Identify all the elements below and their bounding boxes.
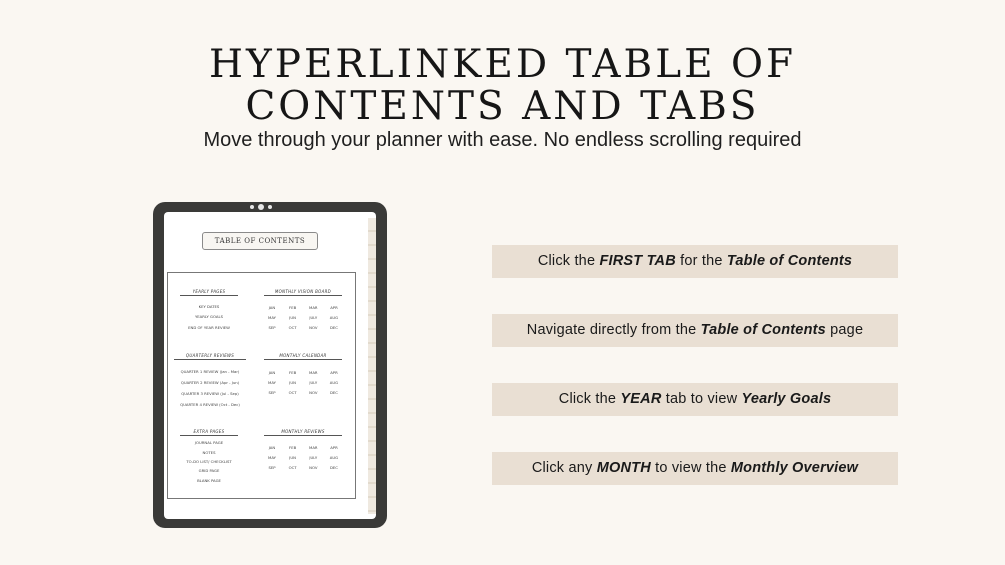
month-link[interactable]: APR xyxy=(330,305,338,310)
subtitle: Move through your planner with ease. No endless scrolling required xyxy=(203,129,802,151)
month-link[interactable]: OCT xyxy=(288,325,297,330)
callout-emphasis: FIRST TAB xyxy=(599,253,676,269)
month-link[interactable]: JUN xyxy=(289,315,297,320)
month-link[interactable]: SEP xyxy=(268,390,276,395)
month-link[interactable]: JAN xyxy=(268,305,276,310)
callout-year-tab xyxy=(492,383,898,416)
month-link[interactable]: MAR xyxy=(309,370,318,375)
page-title xyxy=(0,44,1005,128)
month-link[interactable]: JULY xyxy=(309,380,318,385)
month-link[interactable]: NOV xyxy=(309,465,318,470)
toc-link-quarter-2[interactable]: QUARTER 2 REVIEW (Apr - Jun) xyxy=(180,380,240,385)
month-link[interactable]: SEP xyxy=(268,325,276,330)
monthly-vision-board-heading[interactable]: MONTHLY VISION BOARD xyxy=(264,289,342,296)
month-link[interactable]: FEB xyxy=(289,445,297,450)
title-line-2: CONTENTS AND TABS xyxy=(245,84,760,129)
month-link[interactable]: MAY xyxy=(268,455,276,460)
calendar-month-grid xyxy=(262,370,344,400)
callout-text: for the xyxy=(675,253,727,269)
vision-month-grid xyxy=(262,305,344,335)
month-link[interactable]: DEC xyxy=(329,390,338,395)
monthly-reviews-heading[interactable]: MONTHLY REVIEWS xyxy=(264,429,342,436)
tablet-mockup xyxy=(153,202,387,528)
month-link[interactable]: DEC xyxy=(329,325,338,330)
toc-link-key-dates[interactable]: KEY DATES xyxy=(198,304,220,309)
toc-link-quarter-4[interactable]: QUARTER 4 REVIEW (Oct - Dec) xyxy=(180,402,240,407)
month-link[interactable]: JUN xyxy=(289,380,297,385)
extra-pages-heading[interactable]: EXTRA PAGES xyxy=(180,429,238,436)
month-link[interactable]: JAN xyxy=(268,445,276,450)
toc-link-journal-page[interactable]: JOURNAL PAGE xyxy=(194,440,224,445)
toc-link-end-of-year-review[interactable]: END OF YEAR REVIEW xyxy=(188,325,230,330)
callout-emphasis: Monthly Overview xyxy=(730,460,859,476)
monthly-calendar-heading[interactable]: MONTHLY CALENDAR xyxy=(264,353,342,360)
yearly-pages-heading[interactable]: YEARLY PAGES xyxy=(180,289,238,296)
month-link[interactable]: AUG xyxy=(329,380,339,385)
callout-month xyxy=(492,452,898,485)
toc-title: TABLE OF CONTENTS xyxy=(202,232,318,250)
camera-lens-icon xyxy=(258,204,264,210)
toc-link-quarter-1[interactable]: QUARTER 1 REVIEW (Jan - Mar) xyxy=(180,369,240,374)
callout-text: Click any xyxy=(531,460,597,476)
toc-link-todo-list[interactable]: TO-DO LIST/ CHECKLIST xyxy=(186,459,232,464)
month-link[interactable]: FEB xyxy=(289,370,297,375)
month-link[interactable]: FEB xyxy=(289,305,297,310)
title-line-1: HYPERLINKED TABLE OF xyxy=(208,42,797,87)
callout-first-tab xyxy=(492,245,898,278)
toc-link-grid-page[interactable]: GRID PAGE xyxy=(198,468,220,473)
toc-box xyxy=(167,272,356,499)
toc-link-quarter-3[interactable]: QUARTER 3 REVIEW (Jul - Sep) xyxy=(181,391,239,396)
callout-navigate-toc xyxy=(492,314,898,347)
month-link[interactable]: MAY xyxy=(268,315,276,320)
month-link[interactable]: MAR xyxy=(309,305,318,310)
callout-emphasis: Table of Contents xyxy=(700,322,826,338)
toc-link-yearly-goals[interactable]: YEARLY GOALS xyxy=(194,314,224,319)
callout-emphasis: Yearly Goals xyxy=(741,391,832,407)
month-link[interactable]: DEC xyxy=(329,465,338,470)
toc-link-notes[interactable]: NOTES xyxy=(202,450,216,455)
callout-text: tab to view xyxy=(661,391,742,407)
callout-text: Click the xyxy=(558,391,621,407)
callout-text: page xyxy=(825,322,864,338)
reviews-month-grid xyxy=(262,445,344,475)
callout-text: to view the xyxy=(650,460,731,476)
callout-emphasis: YEAR xyxy=(620,391,662,407)
tablet-screen xyxy=(164,212,376,519)
month-link[interactable]: JAN xyxy=(268,370,276,375)
side-tabs[interactable] xyxy=(368,218,376,514)
callout-text: Click the xyxy=(537,253,600,269)
callout-text: Navigate directly from the xyxy=(526,322,701,338)
month-link[interactable]: SEP xyxy=(268,465,276,470)
month-link[interactable]: MAR xyxy=(309,445,318,450)
month-link[interactable]: NOV xyxy=(309,325,318,330)
month-link[interactable]: AUG xyxy=(329,455,339,460)
month-link[interactable]: OCT xyxy=(288,465,297,470)
month-link[interactable]: MAY xyxy=(268,380,276,385)
month-link[interactable]: APR xyxy=(330,370,338,375)
month-link[interactable]: JULY xyxy=(309,455,318,460)
month-link[interactable]: JULY xyxy=(309,315,318,320)
camera-dot-icon xyxy=(250,205,254,209)
toc-link-blank-page[interactable]: BLANK PAGE xyxy=(197,478,221,483)
month-link[interactable]: APR xyxy=(330,445,338,450)
quarterly-reviews-heading[interactable]: QUARTERLY REVIEWS xyxy=(174,353,246,360)
month-link[interactable]: AUG xyxy=(329,315,339,320)
month-link[interactable]: OCT xyxy=(288,390,297,395)
callout-emphasis: Table of Contents xyxy=(726,253,853,269)
callout-emphasis: MONTH xyxy=(596,460,651,476)
month-link[interactable]: NOV xyxy=(309,390,318,395)
month-link[interactable]: JUN xyxy=(289,455,297,460)
sensor-dot-icon xyxy=(268,205,272,209)
